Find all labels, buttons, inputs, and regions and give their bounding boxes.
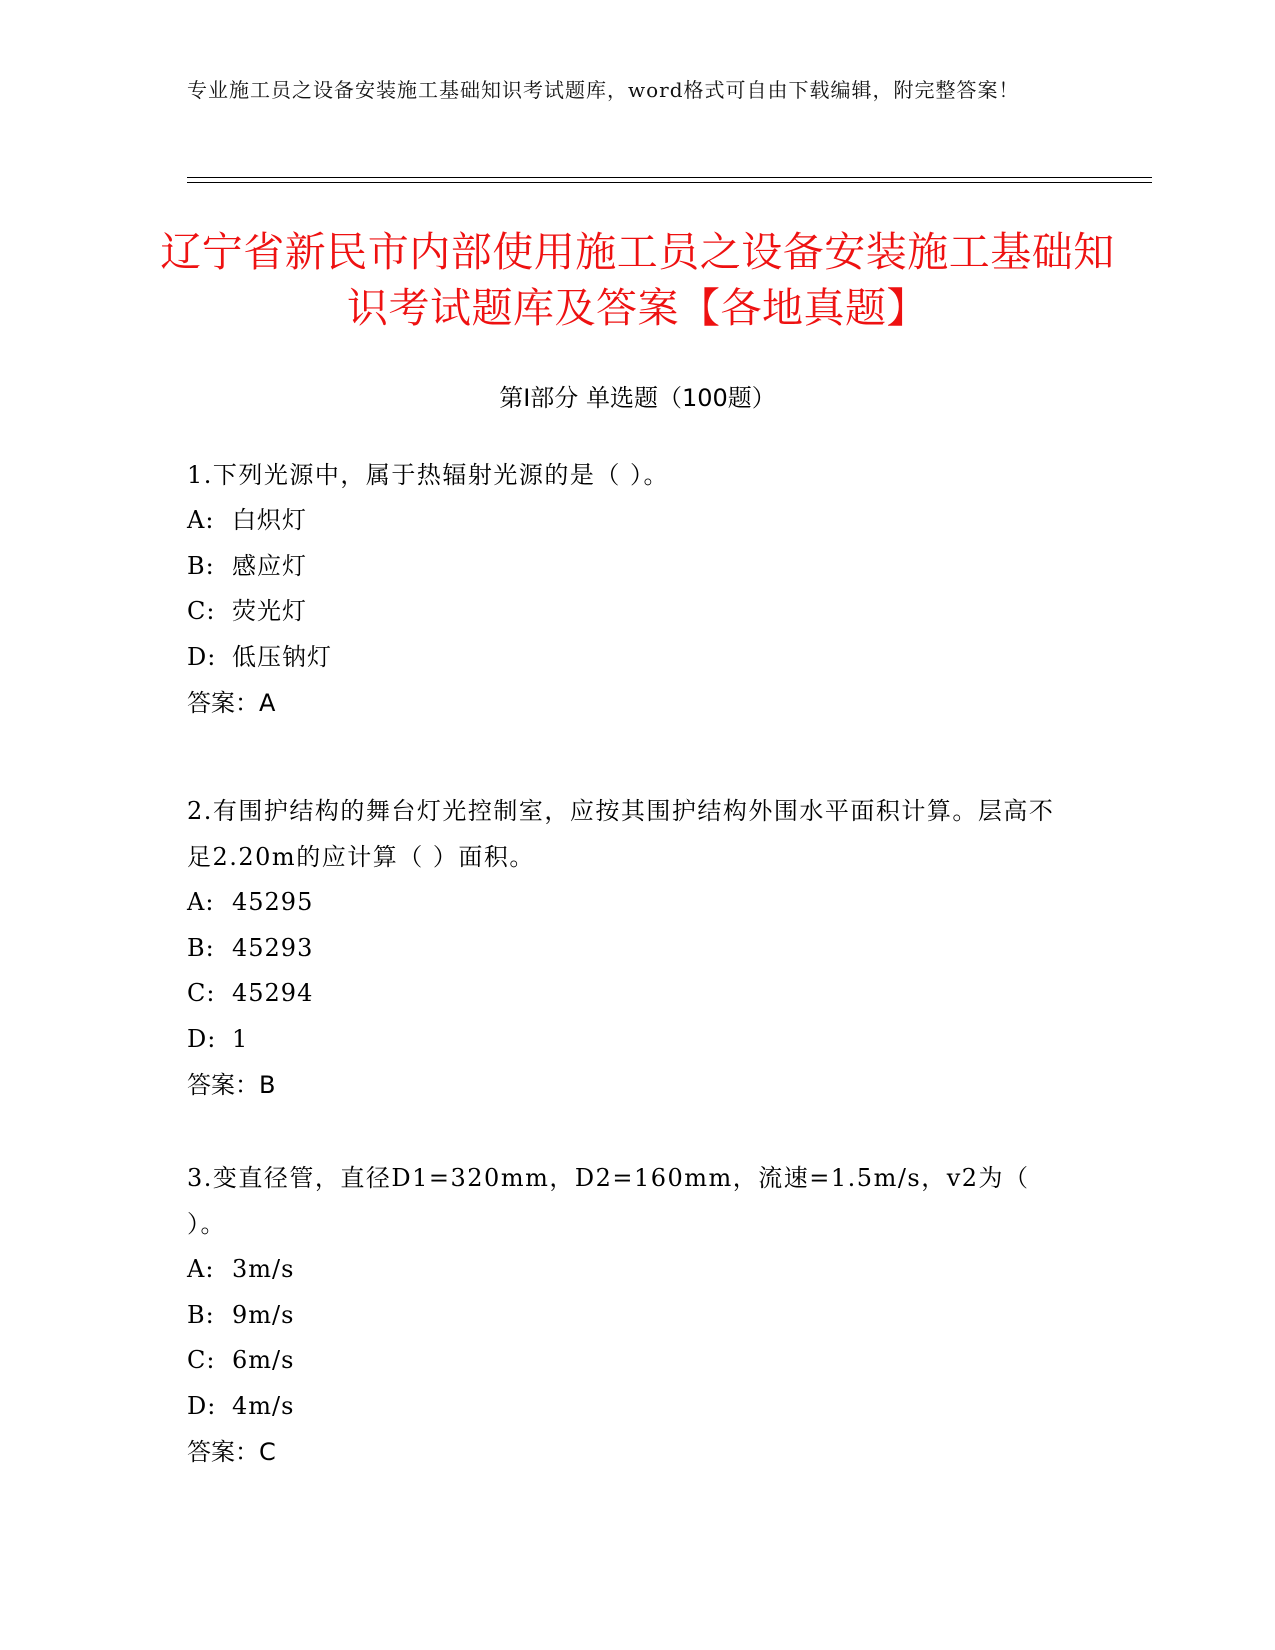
option-a: [187, 498, 1067, 544]
option-value: 9m/s: [232, 1300, 295, 1329]
question-1: [187, 452, 1067, 726]
option-value: 6m/s: [232, 1346, 295, 1374]
option-b: [187, 1293, 1067, 1339]
document-title: 辽宁省新民市内部使用施工员之设备安装施工基础知识考试题库及答案【各地真题】: [160, 228, 1115, 332]
option-key: B:: [187, 933, 215, 962]
option-d: [187, 635, 1067, 681]
option-key: A:: [187, 1255, 215, 1283]
option-c: [187, 971, 1067, 1017]
header-note: 专业施工员之设备安装施工基础知识考试题库，word格式可自由下载编辑，附完整答案！: [187, 78, 1020, 102]
option-value: 低压钠灯: [232, 642, 332, 671]
option-c: [187, 1338, 1067, 1384]
option-key: A:: [187, 506, 215, 534]
option-key: C:: [187, 1346, 216, 1374]
option-key: D:: [187, 1024, 217, 1053]
header-divider: [187, 177, 1152, 178]
option-a: [187, 1247, 1067, 1293]
option-d: [187, 1017, 1067, 1063]
option-a: [187, 880, 1067, 926]
section-title: 第Ⅰ部分 单选题（100题）: [499, 384, 776, 412]
option-value: 感应灯: [232, 551, 307, 580]
option-value: 白炽灯: [232, 506, 307, 534]
option-value: 荧光灯: [232, 597, 307, 625]
option-value: 45295: [232, 888, 314, 916]
question-text: 2.有围护结构的舞台灯光控制室，应按其围护结构外围水平面积计算。层高不足2.20m的应计算（ ）面积。: [187, 797, 1055, 871]
option-b: [187, 926, 1067, 972]
option-key: B:: [187, 1300, 215, 1329]
option-key: A:: [187, 888, 215, 916]
option-value: 1: [232, 1024, 249, 1053]
option-key: C:: [187, 597, 216, 625]
question-2: [187, 788, 1067, 1108]
option-value: 3m/s: [232, 1255, 295, 1283]
option-value: 45294: [232, 979, 314, 1007]
option-key: D:: [187, 1391, 217, 1420]
option-key: B:: [187, 551, 215, 580]
question-3: [187, 1155, 1067, 1475]
option-value: 4m/s: [232, 1391, 295, 1420]
answer: 答案：C: [187, 1438, 276, 1466]
option-value: 45293: [232, 933, 314, 962]
option-b: [187, 544, 1067, 590]
option-d: [187, 1384, 1067, 1430]
answer: 答案：B: [187, 1071, 276, 1099]
header-divider-secondary: [187, 182, 1152, 183]
option-key: D:: [187, 642, 217, 671]
option-key: C:: [187, 979, 216, 1007]
question-text: 1.下列光源中，属于热辐射光源的是（ ）。: [187, 461, 670, 489]
question-text: 3.变直径管，直径D1=320mm，D2=160mm，流速=1.5m/s，v2为（ ）。: [187, 1164, 1030, 1238]
option-c: [187, 589, 1067, 635]
answer: 答案：A: [187, 689, 276, 717]
